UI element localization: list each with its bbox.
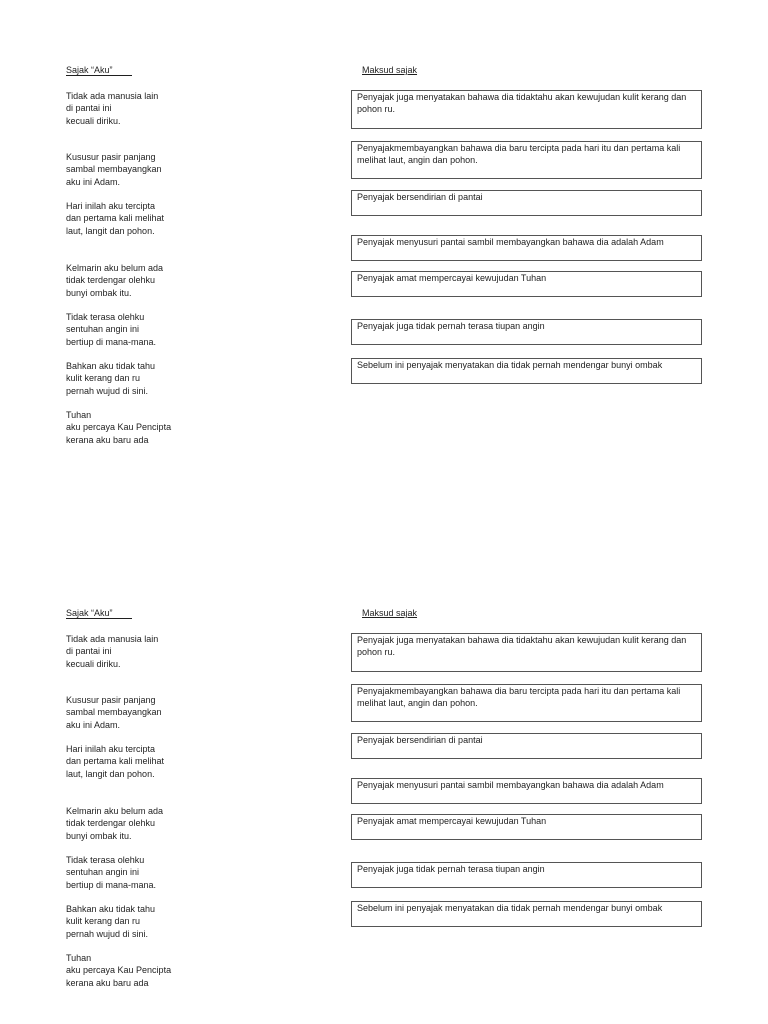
poem-line: Kelmarin aku belum ada (66, 263, 164, 273)
poem-line: Kelmarin aku belum ada (66, 806, 164, 816)
poem-line: sambal membayangkan (66, 164, 162, 175)
poem-line: Hari inilah aku tercipta (66, 201, 156, 211)
poem-line: kecuali diriku. (66, 115, 121, 126)
meaning-text: Penyajak amat mempercayai kewujudan Tuhan (357, 273, 547, 283)
poem-line: Tidak ada manusia lain (66, 634, 159, 644)
poem-line: di pantai ini (66, 646, 112, 657)
meaning-text: Sebelum ini penyajak menyatakan dia tidak pernah mendengar bunyi ombak (357, 903, 663, 913)
poem-stanza-5 (66, 854, 156, 891)
poem-line: Tidak ada manusia lain (66, 91, 159, 101)
poem-stanza-5 (66, 311, 156, 348)
poem-line: Tidak terasa olehku (66, 855, 145, 865)
poem-line: sentuhan angin ini (66, 324, 140, 335)
poem-line: kerana aku baru ada (66, 977, 149, 988)
poem-line: dan pertama kali melihat (66, 756, 165, 767)
poem-stanza-2 (66, 151, 162, 188)
poem-line: bunyi ombak itu. (66, 830, 132, 841)
worksheet-section-2 (0, 543, 768, 1013)
meaning-box-7 (351, 358, 702, 384)
poem-line: Tuhan (66, 410, 92, 420)
poem-stanza-6 (66, 360, 155, 397)
meaning-box-5 (351, 271, 702, 297)
meaning-box-2 (351, 684, 702, 722)
poem-line: pernah wujud di sini. (66, 385, 149, 396)
meaning-text: Penyajak bersendirian di pantai (357, 735, 483, 745)
meaning-text: pohon ru. (357, 104, 396, 115)
meaning-box-1 (351, 90, 702, 129)
meaning-title: Maksud sajak (362, 65, 418, 75)
meaning-text: Penyajak menyusuri pantai sambil membayangkan bahawa dia adalah Adam (357, 237, 664, 247)
meaning-box-3 (351, 190, 702, 216)
meaning-text: Penyajak bersendirian di pantai (357, 192, 483, 202)
poem-stanza-3 (66, 200, 164, 237)
poem-stanza-7 (66, 952, 171, 989)
meaning-text: Penyajak juga tidak pernah terasa tiupan angin (357, 864, 545, 874)
poem-stanza-4 (66, 805, 163, 842)
poem-line: laut, langit dan pohon. (66, 768, 155, 779)
poem-line: pernah wujud di sini. (66, 928, 149, 939)
poem-stanza-4 (66, 262, 163, 299)
meaning-text: melihat laut, angin dan pohon. (357, 698, 478, 709)
poem-line: Bahkan aku tidak tahu (66, 361, 156, 371)
meaning-text: Penyajak juga tidak pernah terasa tiupan angin (357, 321, 545, 331)
meaning-text: Penyajak amat mempercayai kewujudan Tuhan (357, 816, 547, 826)
meaning-text: pohon ru. (357, 647, 396, 658)
meaning-box-3 (351, 733, 702, 759)
poem-line: kulit kerang dan ru (66, 373, 141, 384)
poem-line: kulit kerang dan ru (66, 916, 141, 927)
meaning-box-1 (351, 633, 702, 672)
poem-line: tidak terdengar olehku (66, 818, 156, 829)
meaning-text: Penyajakmembayangkan bahawa dia baru tercipta pada hari itu dan pertama kali (357, 686, 681, 696)
poem-line: sambal membayangkan (66, 707, 162, 718)
poem-line: laut, langit dan pohon. (66, 225, 155, 236)
meaning-title: Maksud sajak (362, 608, 418, 618)
poem-title: Sajak “Aku” (66, 608, 132, 619)
meaning-box-2 (351, 141, 702, 179)
poem-stanza-1 (66, 90, 158, 127)
poem-line: Kususur pasir panjang (66, 152, 156, 162)
poem-line: Kususur pasir panjang (66, 695, 156, 705)
meaning-box-6 (351, 319, 702, 345)
meaning-text: Penyajak menyusuri pantai sambil membayangkan bahawa dia adalah Adam (357, 780, 664, 790)
meaning-text: Penyajak juga menyatakan bahawa dia tidaktahu akan kewujudan kulit kerang dan (357, 635, 687, 645)
poem-line: Tuhan (66, 953, 92, 963)
poem-line: sentuhan angin ini (66, 867, 140, 878)
poem-stanza-3 (66, 743, 164, 780)
poem-line: dan pertama kali melihat (66, 213, 165, 224)
poem-stanza-2 (66, 694, 162, 731)
poem-line: Tidak terasa olehku (66, 312, 145, 322)
meaning-text: Penyajakmembayangkan bahawa dia baru tercipta pada hari itu dan pertama kali (357, 143, 681, 153)
meaning-box-5 (351, 814, 702, 840)
worksheet-section-1 (0, 0, 768, 470)
meaning-text: Sebelum ini penyajak menyatakan dia tidak pernah mendengar bunyi ombak (357, 360, 663, 370)
poem-line: tidak terdengar olehku (66, 275, 156, 286)
meaning-text: Penyajak juga menyatakan bahawa dia tidaktahu akan kewujudan kulit kerang dan (357, 92, 687, 102)
meaning-box-7 (351, 901, 702, 927)
poem-line: aku percaya Kau Pencipta (66, 965, 172, 976)
poem-stanza-1 (66, 633, 158, 670)
poem-line: kecuali diriku. (66, 658, 121, 669)
poem-line: Bahkan aku tidak tahu (66, 904, 156, 914)
poem-line: di pantai ini (66, 103, 112, 114)
poem-line: aku ini Adam. (66, 719, 121, 730)
poem-line: aku percaya Kau Pencipta (66, 422, 172, 433)
poem-line: bunyi ombak itu. (66, 287, 132, 298)
poem-line: kerana aku baru ada (66, 434, 149, 445)
poem-title: Sajak “Aku” (66, 65, 132, 76)
meaning-box-4 (351, 778, 702, 804)
poem-stanza-6 (66, 903, 155, 940)
meaning-box-6 (351, 862, 702, 888)
poem-stanza-7 (66, 409, 171, 446)
meaning-box-4 (351, 235, 702, 261)
poem-line: bertiup di mana-mana. (66, 879, 157, 890)
poem-line: bertiup di mana-mana. (66, 336, 157, 347)
poem-line: aku ini Adam. (66, 176, 121, 187)
poem-line: Hari inilah aku tercipta (66, 744, 156, 754)
meaning-text: melihat laut, angin dan pohon. (357, 155, 478, 166)
